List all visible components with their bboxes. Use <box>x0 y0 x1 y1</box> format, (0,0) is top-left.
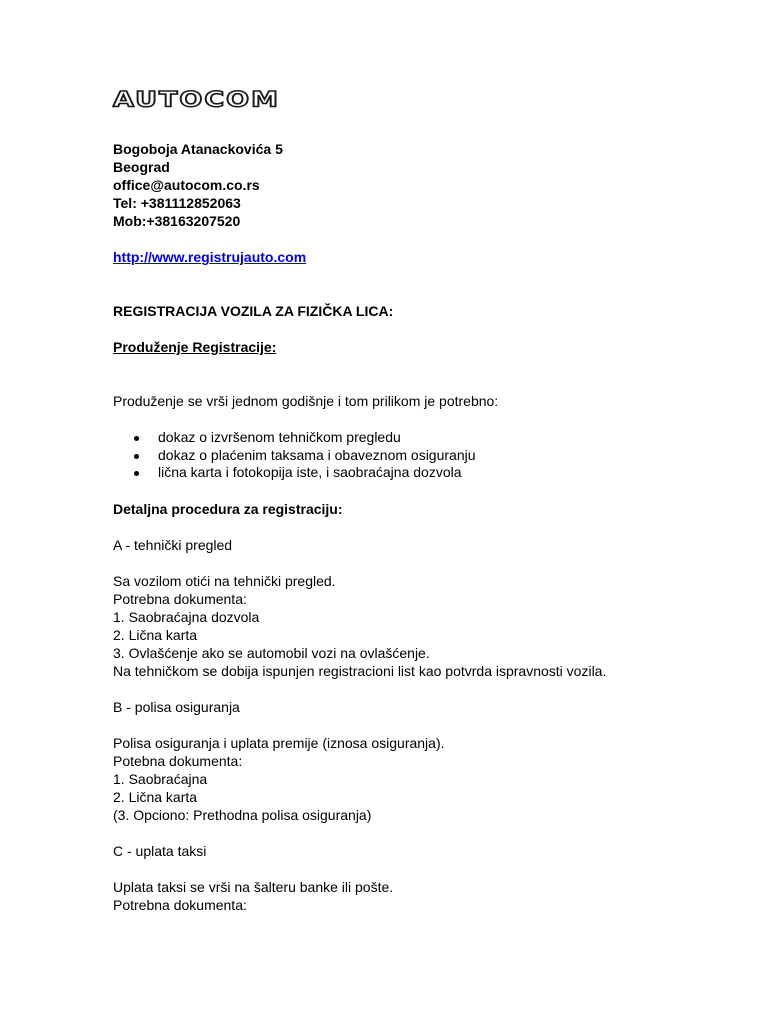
step-b-line: Polisa osiguranja i uplata premije (iznosa osiguranja). <box>113 734 445 751</box>
step-a-line: Na tehničkom se dobija ispunjen registracioni list kao potvrda ispravnosti vozila. <box>113 662 607 679</box>
bullet-icon <box>134 471 139 476</box>
address-city: Beograd <box>113 159 170 175</box>
section-subtitle: Produženje Registracije: <box>113 339 277 355</box>
step-a-line: Sa vozilom otići na tehnički pregled. <box>113 572 336 589</box>
step-a-line: 3. Ovlašćenje ako se automobil vozi na ovlašćenje. <box>113 644 430 661</box>
list-item: dokaz o plaćenim taksama i obaveznom osiguranju <box>113 447 713 465</box>
step-a-line: 2. Lična karta <box>113 626 198 643</box>
step-c-line: Potrebna dokumenta: <box>113 896 247 913</box>
step-c-line: Uplata taksi se vrši na šalteru banke ili pošte. <box>113 878 394 895</box>
step-a-line: 1. Saobraćajna dozvola <box>113 608 260 625</box>
address-street: Bogoboja Atanackovića 5 <box>113 141 283 157</box>
step-b-line: (3. Opciono: Prethodna polisa osiguranja) <box>113 806 372 823</box>
website-link[interactable]: http://www.registrujauto.com <box>113 249 307 265</box>
contact-block <box>113 140 713 266</box>
contact-mob: Mob:+38163207520 <box>113 213 241 229</box>
document-page <box>113 88 713 914</box>
list-item: lična karta i fotokopija iste, i saobraćajna dozvola <box>113 464 713 482</box>
step-b-heading: B - polisa osiguranja <box>113 698 240 715</box>
company-logo: AUTOCOM <box>113 88 280 113</box>
contact-tel: Tel: +381112852063 <box>113 195 241 211</box>
step-b-line: Potebna dokumenta: <box>113 752 243 769</box>
list-item: dokaz o izvršenom tehničkom pregledu <box>113 429 713 447</box>
step-b-line: 2. Lična karta <box>113 788 198 805</box>
step-a-line: Potrebna dokumenta: <box>113 590 247 607</box>
procedure-heading: Detaljna procedura za registraciju: <box>113 500 343 517</box>
contact-email: office@autocom.co.rs <box>113 177 260 193</box>
bullet-icon <box>134 436 139 441</box>
step-b-line: 1. Saobraćajna <box>113 770 208 787</box>
bullet-icon <box>134 454 139 459</box>
step-a-heading: A - tehnički pregled <box>113 536 233 553</box>
section-title: REGISTRACIJA VOZILA ZA FIZIČKA LICA: <box>113 303 394 319</box>
intro-text: Produženje se vrši jednom godišnje i tom prilikom je potrebno: <box>113 393 499 409</box>
step-c-heading: C - uplata taksi <box>113 842 207 859</box>
requirements-list <box>113 429 713 482</box>
